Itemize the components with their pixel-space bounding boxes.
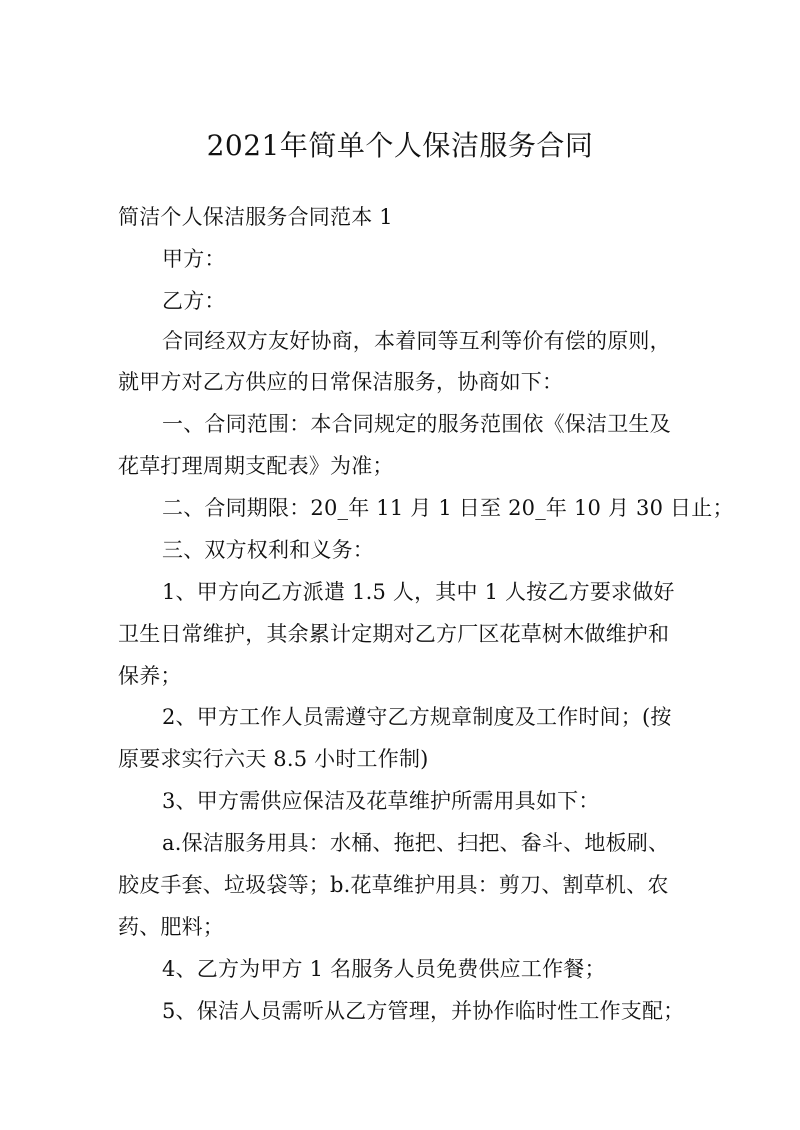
paragraph-line: 原要求实行六天 8.5 小时工作制) bbox=[118, 747, 429, 771]
paragraph-line: 胶皮手套、垃圾袋等；b.花草维护用具：剪刀、割草机、农 bbox=[118, 873, 669, 897]
paragraph-line: 就甲方对乙方供应的日常保洁服务，协商如下： bbox=[118, 370, 564, 394]
paragraph-line: 1、甲方向乙方派遣 1.5 人，其中 1 人按乙方要求做好 bbox=[162, 580, 675, 604]
party-a-line: 甲方： bbox=[162, 247, 226, 271]
paragraph-line: 5、保洁人员需听从乙方管理，并协作临时性工作支配； bbox=[162, 999, 685, 1023]
paragraph-line: 花草打理周期支配表》为准； bbox=[118, 454, 394, 478]
document-title: 2021年简单个人保洁服务合同 bbox=[206, 129, 594, 162]
paragraph-line: 合同经双方友好协商，本着同等互利等价有偿的原则， bbox=[162, 329, 671, 353]
paragraph-line: 三、双方权利和义务： bbox=[162, 538, 374, 562]
paragraph-line: 二、合同期限：20_年 11 月 1 日至 20_年 10 月 30 日止； bbox=[162, 496, 734, 520]
paragraph-line: a.保洁服务用具：水桶、拖把、扫把、畚斗、地板刷、 bbox=[162, 831, 670, 855]
paragraph-line: 保养； bbox=[118, 664, 182, 688]
paragraph-line: 一、合同范围：本合同规定的服务范围依《保洁卫生及 bbox=[162, 412, 671, 436]
paragraph-line: 4、乙方为甲方 1 名服务人员免费供应工作餐； bbox=[162, 957, 606, 981]
paragraph-line: 药、肥料； bbox=[118, 915, 224, 939]
paragraph-line: 3、甲方需供应保洁及花草维护所需用具如下： bbox=[162, 789, 600, 813]
party-b-line: 乙方： bbox=[162, 289, 226, 313]
subtitle-line: 简洁个人保洁服务合同范本 1 bbox=[118, 205, 393, 229]
paragraph-line: 2、甲方工作人员需遵守乙方规章制度及工作时间；(按 bbox=[162, 705, 672, 729]
paragraph-line: 卫生日常维护，其余累计定期对乙方厂区花草树木做维护和 bbox=[118, 622, 670, 646]
